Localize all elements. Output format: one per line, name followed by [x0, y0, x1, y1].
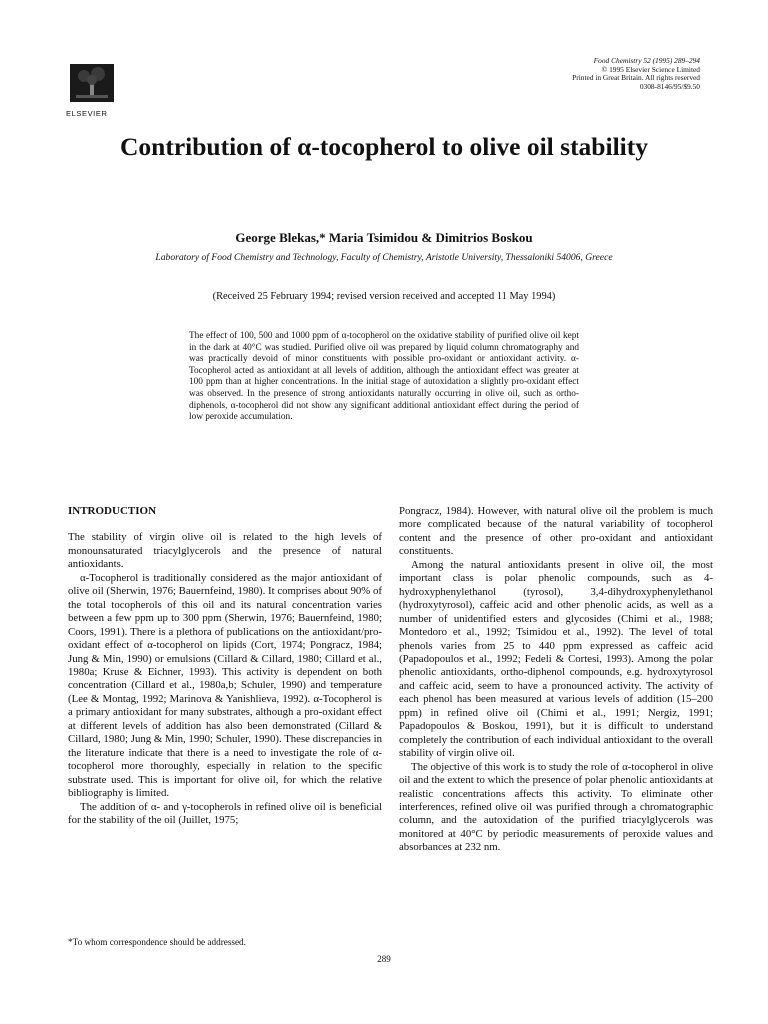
- elsevier-logo: [66, 64, 118, 118]
- affiliation: Laboratory of Food Chemistry and Technology, Faculty of Chemistry, Aristotle University, Thessaloniki 54006, Greece: [155, 252, 613, 263]
- authors: George Blekas,* Maria Tsimidou & Dimitrios Boskou: [235, 230, 533, 245]
- journal-info: [460, 57, 700, 91]
- intro-paragraph-2: α-Tocopherol is traditionally considered as the major antioxidant of olive oil (Sherwin, 1976; Bauernfeind, 1980). It comprises about 90% of the total tocopherols of this oil and its natural concentration varies between a few ppm up to 300 ppm (Sherwin, 1976; Bauernfeind, 1980; Coors, 1991). There is a plethora of publications on the antioxidant/pro-oxidant effect of α-tocopherol on lipids (Cort, 1974; Pongracz, 1984; Jung & Min, 1990) or emulsions (Cillard & Cillard, 1980; Cillard et al., 1980a; Kruse & Eichner, 1993). This activity is dependent on both concentration (Cillard et al., 1980a,b; Schuler, 1990) and temperature (Lee & Montag, 1992; Marinova & Yanishlieva, 1992). α-Tocopherol is a primary antioxidant for many substrates, although a pro-oxidant effect at different levels of addition has also been demonstrated (Cillard & Cillard, 1980; Jung & Min, 1990; Schuler, 1990). These discrepancies in the literature indicate that there is a need to investigate the role of α-tocopherol more thoroughly, especially in relation to the specific substrate used. This is important for olive oil, for which the relative bibliography is limited.: [68, 571, 382, 800]
- right-paragraph-1: Pongracz, 1984). However, with natural olive oil the problem is much more complicated because of the natural variability of tocopherol content and the presence of other pro-oxidant and antioxidant constituents.: [399, 505, 713, 558]
- abstract: The effect of 100, 500 and 1000 ppm of α-tocopherol on the oxidative stability of purified olive oil kept in the dark at 40°C was studied. Purified olive oil was prepared by liquid column chromatography and was practically devoid of minor constituents with possible pro-oxidant or antioxidant activity. α-Tocopherol acted as antioxidant at all levels of addition, although the antioxidant effect was greater at 100 ppm than at higher concentrations. In the initial stage of autoxidation a slightly pro-oxidant effect was observed. In the presence of strong antioxidants naturally occurring in olive oil, such as ortho-diphenols, α-tocopherol did not show any significant additional antioxidant effect during the period of low peroxide accumulation.: [189, 331, 579, 423]
- received-dates: (Received 25 February 1994; revised version received and accepted 11 May 1994): [212, 291, 556, 302]
- page-number: 289: [377, 954, 391, 964]
- elsevier-tree-icon: [70, 64, 114, 102]
- publisher-name: ELSEVIER: [66, 109, 108, 118]
- journal-copyright: © 1995 Elsevier Science Limited: [601, 64, 700, 74]
- left-column: [68, 505, 382, 827]
- journal-code: 0308-8146/95/$9.50: [639, 81, 700, 91]
- intro-paragraph-3: The addition of α- and γ-tocopherols in refined olive oil is beneficial for the stability of the oil (Juillet, 1975;: [68, 800, 382, 826]
- right-column: [399, 505, 713, 855]
- footnote: *To whom correspondence should be addressed.: [68, 937, 246, 947]
- journal-printed: Printed in Great Britain. All rights reserved: [572, 73, 700, 83]
- right-paragraph-2: Among the natural antioxidants present in olive oil, the most important class is polar phenolic compounds, such as 4-hydroxyphenylethanol (tyrosol), 3,4-dihydroxyphenylethanol (hydroxytyrosol), caffeic acid and other phenolic acids, as well as a number of unidentified esters and glycosides (Chimi et al., 1988; Montedoro et al., 1992; Tsimidou et al., 1992). The level of total phenols varies from 25 to 440 ppm expressed as caffeic acid (Papadopoulos et al., 1992; Fedeli & Cortesi, 1993). Among the polar phenolic antioxidants, ortho-diphenol compounds, e.g. hydroxytyrosol and caffeic acid, seem to have a pronounced activity. The activity of each phenol has been measured at various levels of addition (15–200 ppm) in refined olive oil (Chimi et al., 1991; Nergiz, 1991; Papadopoulos & Boskou, 1991), but it is difficult to understand completely the contribution of each individual antioxidant to the overall stability of virgin olive oil.: [399, 558, 713, 760]
- journal-citation: Food Chemistry 52 (1995) 289–294: [593, 56, 700, 65]
- paper-title: Contribution of α-tocopherol to olive oil stability: [119, 132, 648, 161]
- right-paragraph-3: The objective of this work is to study the role of α-tocopherol in olive oil and the extent to which the presence of polar phenolic antioxidants at realistic concentrations affects this activity. To eliminate other interferences, refined olive oil was purified through a chromatographic column, and the autoxidation of the purified triacylglycerols was monitored at 40°C by periodic measurements of peroxide values and absorbances at 232 nm.: [399, 760, 713, 854]
- intro-paragraph-1: The stability of virgin olive oil is related to the high levels of monounsaturated triacylglycerols and the presence of natural antioxidants.: [68, 531, 382, 571]
- section-heading-introduction: INTRODUCTION: [68, 505, 157, 517]
